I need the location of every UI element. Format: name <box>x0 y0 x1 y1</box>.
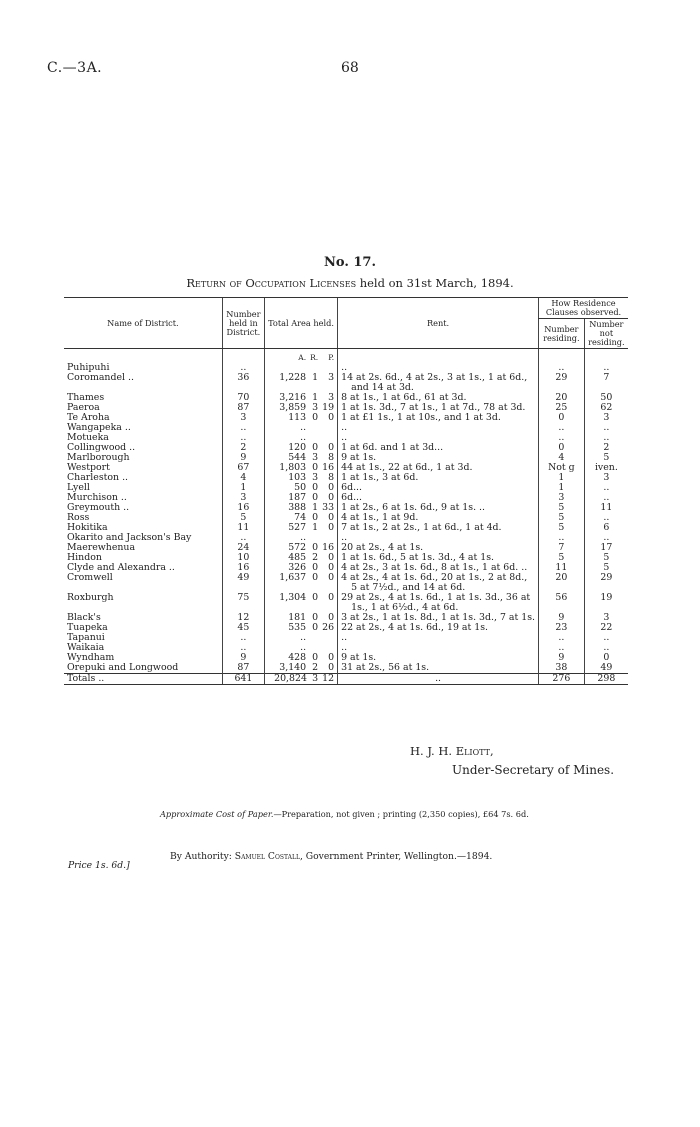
cost-note-text: —Preparation, not given ; printing (2,350 copies), £64 7s. 6d. <box>273 809 529 819</box>
number-not-residing: .. <box>584 423 628 433</box>
district-name: Wyndham <box>67 652 115 663</box>
area-acres: .. <box>300 422 307 433</box>
rent-line: 29 at 2s., 4 at 1s. 6d., 1 at 1s. 3d., 36 at <box>341 592 531 603</box>
number-residing: .. <box>539 423 585 433</box>
area-roods: 0 <box>312 442 319 453</box>
district-name: Murchison .. <box>67 492 127 503</box>
cost-note-label: Approximate Cost of Paper. <box>160 809 274 819</box>
rent-line: 3 at 2s., 1 at 1s. 8d., 1 at 1s. 3d., 7 at 1s. <box>341 612 535 623</box>
area-acres: 181 <box>288 612 307 623</box>
area-roods: 1 <box>312 522 319 533</box>
number-residing: 20 <box>539 573 585 593</box>
area-roods: 0 <box>312 652 319 663</box>
area-perches: 33 <box>322 502 335 513</box>
number-residing: 38 <box>539 663 585 674</box>
area-roods: 0 <box>312 492 319 503</box>
district-name: Motueka <box>67 432 109 443</box>
district-name: Marlborough <box>67 452 130 463</box>
authority-line <box>170 851 492 862</box>
area-perches: 26 <box>322 622 335 633</box>
number-not-residing: iven. <box>584 463 628 473</box>
number-residing: 1 <box>539 483 585 493</box>
rent-cell <box>338 413 539 423</box>
number-not-residing: 5 <box>584 563 628 573</box>
district-name: Black's <box>67 612 101 623</box>
rent-cell <box>338 373 539 393</box>
area-roods: 3 <box>312 402 319 413</box>
table-row <box>64 663 628 674</box>
number-not-residing: 19 <box>584 593 628 613</box>
area-roods: 0 <box>312 412 319 423</box>
number-held: 87 <box>222 663 264 674</box>
title-small-caps: Return of Occupation Licenses <box>186 276 357 290</box>
area-roods: 0 <box>312 482 319 493</box>
header-not-residing: Number not residing. <box>584 319 628 349</box>
totals-residing: 276 <box>539 674 585 685</box>
area-perches: 0 <box>328 482 335 493</box>
district-name: Tuapeka <box>67 622 108 633</box>
number-held: 16 <box>222 563 264 573</box>
area-roods: 0 <box>312 562 319 573</box>
rent-line: 1 at 1s. 3d., 7 at 1s., 1 at 7d., 78 at 3d. <box>341 402 526 413</box>
number-not-residing: 2 <box>584 443 628 453</box>
number-residing: 5 <box>539 523 585 533</box>
authority-suffix: , Government Printer, Wellington.—1894. <box>299 851 493 862</box>
area-perches: 0 <box>328 652 335 663</box>
number-not-residing: .. <box>584 533 628 543</box>
district-name: Okarito and Jackson's Bay <box>67 532 192 543</box>
area-acres: 544 <box>288 452 307 463</box>
district-name: Charleston .. <box>67 472 129 483</box>
number-held: .. <box>222 643 264 653</box>
area-perches: 16 <box>322 462 335 473</box>
table-body <box>64 363 628 685</box>
area-roods: 0 <box>312 572 319 583</box>
area-perches: 19 <box>322 402 335 413</box>
district-name: Tapanui <box>67 632 105 643</box>
signature-name: H. J. H. Eliott, <box>410 744 494 758</box>
area-acres: 113 <box>288 412 307 423</box>
price-note: Price 1s. 6d.] <box>68 860 130 871</box>
number-not-residing: 5 <box>584 453 628 463</box>
area-cell <box>264 674 337 685</box>
district-name: Te Aroha <box>67 412 110 423</box>
number-held: 16 <box>222 503 264 513</box>
number-residing: 9 <box>539 613 585 623</box>
area-roods: 1 <box>312 392 319 403</box>
area-cell <box>264 663 337 674</box>
area-roods: 0 <box>312 542 319 553</box>
header-district: Name of District. <box>64 298 222 349</box>
number-held: 36 <box>222 373 264 393</box>
area-cell <box>264 573 337 593</box>
area-values <box>268 663 334 673</box>
number-residing: 0 <box>539 443 585 453</box>
area-roods <box>306 423 318 433</box>
area-acres: 1,803 <box>279 462 307 473</box>
number-not-residing: 3 <box>584 613 628 623</box>
page-number: 68 <box>341 60 359 76</box>
number-not-residing: .. <box>584 513 628 523</box>
number-held: 5 <box>222 513 264 523</box>
rent-line: .. <box>341 432 348 443</box>
number-held: 67 <box>222 463 264 473</box>
rent-line-continued: 5 at 7½d., and 14 at 6d. <box>351 582 466 593</box>
rent-line: 31 at 2s., 56 at 1s. <box>341 662 430 673</box>
number-held: 12 <box>222 613 264 623</box>
unit-perches: P. <box>328 353 335 362</box>
number-not-residing: .. <box>584 643 628 653</box>
rent-cell <box>338 473 539 483</box>
area-values <box>268 373 334 383</box>
number-held: .. <box>222 423 264 433</box>
number-not-residing: 11 <box>584 503 628 513</box>
number-not-residing: 7 <box>584 373 628 393</box>
area-units <box>268 353 334 363</box>
number-held: .. <box>222 363 264 373</box>
area-roods: 0 <box>312 592 319 603</box>
area-roods: 2 <box>312 552 319 563</box>
area-acres: 527 <box>288 522 307 533</box>
number-residing: 7 <box>539 543 585 553</box>
number-residing: 29 <box>539 373 585 393</box>
authority-prefix: By Authority: <box>170 851 235 862</box>
area-cell <box>264 373 337 393</box>
area-acres: .. <box>300 632 307 643</box>
area-acres: 535 <box>288 622 307 633</box>
area-roods: 0 <box>312 462 319 473</box>
district-name: Hindon <box>67 552 102 563</box>
area-acres: 50 <box>294 482 307 493</box>
rent-line: 1 at 6d. and 1 at 3d... <box>341 442 444 453</box>
number-not-residing: .. <box>584 433 628 443</box>
number-residing: 25 <box>539 403 585 413</box>
number-not-residing: .. <box>584 483 628 493</box>
number-not-residing: 0 <box>584 653 628 663</box>
number-residing: .. <box>539 433 585 443</box>
rent-line: 4 at 2s., 4 at 1s. 6d., 20 at 1s., 2 at 8d., <box>341 572 528 583</box>
number-not-residing: .. <box>584 633 628 643</box>
area-cell <box>264 593 337 613</box>
totals-number: 641 <box>222 674 264 685</box>
rent-line: 14 at 2s. 6d., 4 at 2s., 3 at 1s., 1 at 6d., <box>341 372 528 383</box>
area-roods: 3 <box>312 673 319 684</box>
rent-cell <box>338 623 539 633</box>
area-acres: 1,637 <box>279 572 307 583</box>
table-row <box>64 373 628 393</box>
area-acres: 1,304 <box>279 592 307 603</box>
number-residing: 5 <box>539 513 585 523</box>
number-held: 9 <box>222 453 264 463</box>
rent-line: .. <box>341 532 348 543</box>
number-held: 75 <box>222 593 264 613</box>
area-perches: 8 <box>328 452 335 463</box>
header-code: C.—3A. <box>47 60 103 76</box>
number-not-residing: 5 <box>584 553 628 563</box>
area-roods <box>306 633 318 643</box>
area-perches: 0 <box>328 412 335 423</box>
area-roods: 0 <box>312 612 319 623</box>
header-area: Total Area held. <box>264 298 337 349</box>
rent-line: 6d... <box>341 492 363 503</box>
area-perches <box>318 633 334 643</box>
number-not-residing: .. <box>584 493 628 503</box>
number-held: 10 <box>222 553 264 563</box>
rent-line: 6d... <box>341 482 363 493</box>
district-name: Greymouth .. <box>67 502 130 513</box>
rent-line: 8 at 1s., 1 at 6d., 61 at 3d. <box>341 392 467 403</box>
number-held: 87 <box>222 403 264 413</box>
number-not-residing: 3 <box>584 413 628 423</box>
number-held: 3 <box>222 493 264 503</box>
rent-line: 1 at 2s., 6 at 1s. 6d., 9 at 1s. .. <box>341 502 486 513</box>
table-row <box>64 593 628 613</box>
rent-line: 7 at 1s., 2 at 2s., 1 at 6d., 1 at 4d. <box>341 522 502 533</box>
district-name: Maerewhenua <box>67 542 136 553</box>
area-perches: 0 <box>328 592 335 603</box>
area-perches: 0 <box>328 562 335 573</box>
rent-cell <box>338 523 539 533</box>
number-residing: 56 <box>539 593 585 613</box>
number-not-residing: 62 <box>584 403 628 413</box>
district-name: Waikaia <box>67 642 105 653</box>
number-held: 24 <box>222 543 264 553</box>
area-roods: 1 <box>312 502 319 513</box>
number-not-residing: 22 <box>584 623 628 633</box>
area-acres: .. <box>300 642 307 653</box>
district-name: Coromandel .. <box>67 372 134 383</box>
area-acres: 103 <box>288 472 307 483</box>
area-perches <box>318 423 334 433</box>
number-held: 11 <box>222 523 264 533</box>
area-acres: 326 <box>288 562 307 573</box>
header-residing: Number residing. <box>539 319 585 349</box>
area-perches: 12 <box>322 673 335 684</box>
area-roods: 0 <box>312 512 319 523</box>
area-acres: 388 <box>288 502 307 513</box>
number-held: 2 <box>222 443 264 453</box>
area-values <box>268 573 334 583</box>
district-name: Collingwood .. <box>67 442 136 453</box>
number-not-residing: 17 <box>584 543 628 553</box>
area-perches: 0 <box>328 552 335 563</box>
number-residing: .. <box>539 363 585 373</box>
rent-cell <box>338 483 539 493</box>
rent-line: .. <box>341 362 348 373</box>
number-held: 9 <box>222 653 264 663</box>
occupation-licenses-table <box>64 297 628 685</box>
district-name: Lyell <box>67 482 90 493</box>
area-acres: 3,216 <box>279 392 307 403</box>
unit-roods: R. <box>310 353 319 362</box>
number-not-residing: 29 <box>584 573 628 593</box>
rent-line: 1 at 1s., 3 at 6d. <box>341 472 419 483</box>
header-rent: Rent. <box>338 298 539 349</box>
title-rest: held on 31st March, 1894. <box>356 276 514 290</box>
rent-line-continued: and 14 at 3d. <box>351 382 414 393</box>
number-residing: .. <box>539 633 585 643</box>
number-residing: 9 <box>539 653 585 663</box>
number-held: 49 <box>222 573 264 593</box>
printer-name: Samuel Costall <box>234 851 300 862</box>
number-held: 70 <box>222 393 264 403</box>
rent-line: 44 at 1s., 22 at 6d., 1 at 3d. <box>341 462 473 473</box>
area-acres: 120 <box>288 442 307 453</box>
unit-acres: A. <box>298 353 307 362</box>
area-roods: 1 <box>312 372 319 383</box>
district-name: Roxburgh <box>67 592 114 603</box>
area-perches: 3 <box>328 372 335 383</box>
number-held: 45 <box>222 623 264 633</box>
rent-line: 20 at 2s., 4 at 1s. <box>341 542 424 553</box>
area-perches: 0 <box>328 522 335 533</box>
district-name: Puhipuhi <box>67 362 110 373</box>
number-residing: 1 <box>539 473 585 483</box>
document-title <box>0 276 700 290</box>
number-not-residing: 3 <box>584 473 628 483</box>
area-acres: 428 <box>288 652 307 663</box>
district-name: Hokitika <box>67 522 108 533</box>
area-acres: 20,824 <box>274 673 307 684</box>
rent-line: 4 at 2s., 3 at 1s. 6d., 8 at 1s., 1 at 6d. .. <box>341 562 528 573</box>
number-not-residing: .. <box>584 363 628 373</box>
area-roods: 2 <box>312 662 319 673</box>
header-number: Number held in District. <box>222 298 264 349</box>
area-perches: 0 <box>328 512 335 523</box>
rent-cell <box>338 573 539 593</box>
signature-title: Under-Secretary of Mines. <box>452 763 615 777</box>
number-held: .. <box>222 633 264 643</box>
area-perches: 0 <box>328 662 335 673</box>
area-roods: 0 <box>312 622 319 633</box>
totals-rent: .. <box>338 674 539 685</box>
rent-cell <box>338 423 539 433</box>
number-residing: 23 <box>539 623 585 633</box>
area-perches: 0 <box>328 492 335 503</box>
rent-line-continued: 1s., 1 at 6½d., 4 at 6d. <box>351 602 459 613</box>
rent-line: 1 at 1s. 6d., 5 at 1s. 3d., 4 at 1s. <box>341 552 494 563</box>
area-acres: .. <box>300 532 307 543</box>
number-not-residing: 50 <box>584 393 628 403</box>
number-held: .. <box>222 533 264 543</box>
area-acres: 74 <box>294 512 307 523</box>
area-roods: 3 <box>312 472 319 483</box>
number-held: .. <box>222 433 264 443</box>
district-name: Wangapeka .. <box>67 422 131 433</box>
area-acres: 3,859 <box>279 402 307 413</box>
totals-row <box>64 674 628 685</box>
number-residing: .. <box>539 643 585 653</box>
area-perches: 8 <box>328 472 335 483</box>
number-residing: 0 <box>539 413 585 423</box>
number-residing: 11 <box>539 563 585 573</box>
document-number: No. 17. <box>324 255 376 270</box>
area-acres: 485 <box>288 552 307 563</box>
area-acres: 572 <box>288 542 307 553</box>
area-acres: 187 <box>288 492 307 503</box>
number-residing: 20 <box>539 393 585 403</box>
totals-not-residing: 298 <box>584 674 628 685</box>
rent-line: .. <box>341 642 348 653</box>
area-perches: 0 <box>328 612 335 623</box>
rent-line: 4 at 1s., 1 at 9d. <box>341 512 419 523</box>
number-residing: 3 <box>539 493 585 503</box>
number-held: 4 <box>222 473 264 483</box>
district-name: Clyde and Alexandra .. <box>67 562 175 573</box>
district-name: Paeroa <box>67 402 100 413</box>
rent-cell <box>338 663 539 674</box>
area-values <box>268 593 334 603</box>
rent-cell <box>338 633 539 643</box>
rent-line: 1 at £1 1s., 1 at 10s., and 1 at 3d. <box>341 412 501 423</box>
district-name: Orepuki and Longwood <box>67 662 179 673</box>
area-perches: 16 <box>322 542 335 553</box>
rent-line: .. <box>341 632 348 643</box>
rent-cell <box>338 593 539 613</box>
number-held: 3 <box>222 413 264 423</box>
number-held: 1 <box>222 483 264 493</box>
area-perches: 3 <box>328 392 335 403</box>
number-not-residing: 49 <box>584 663 628 674</box>
area-acres: 1,228 <box>279 372 307 383</box>
number-residing: 4 <box>539 453 585 463</box>
number-residing: 5 <box>539 553 585 563</box>
district-name: Thames <box>67 392 105 403</box>
area-roods: 3 <box>312 452 319 463</box>
district-name: Westport <box>67 462 110 473</box>
area-perches: 0 <box>328 442 335 453</box>
area-perches: 0 <box>328 572 335 583</box>
rent-line: 9 at 1s. <box>341 452 377 463</box>
table-row <box>64 573 628 593</box>
number-residing: 5 <box>539 503 585 513</box>
district-name: Ross <box>67 512 90 523</box>
rent-line: 9 at 1s. <box>341 652 377 663</box>
cost-note <box>160 809 529 819</box>
number-residing: Not g <box>539 463 585 473</box>
area-acres: .. <box>300 432 307 443</box>
rent-line: 22 at 2s., 4 at 1s. 6d., 19 at 1s. <box>341 622 488 633</box>
number-not-residing: 6 <box>584 523 628 533</box>
header-residence-group: How Residence Clauses observed. <box>539 298 629 319</box>
district-name: Cromwell <box>67 572 113 583</box>
area-acres: 3,140 <box>279 662 307 673</box>
area-values <box>268 674 334 684</box>
rent-line: .. <box>341 422 348 433</box>
totals-label: Totals .. <box>64 674 222 685</box>
number-residing: .. <box>539 533 585 543</box>
